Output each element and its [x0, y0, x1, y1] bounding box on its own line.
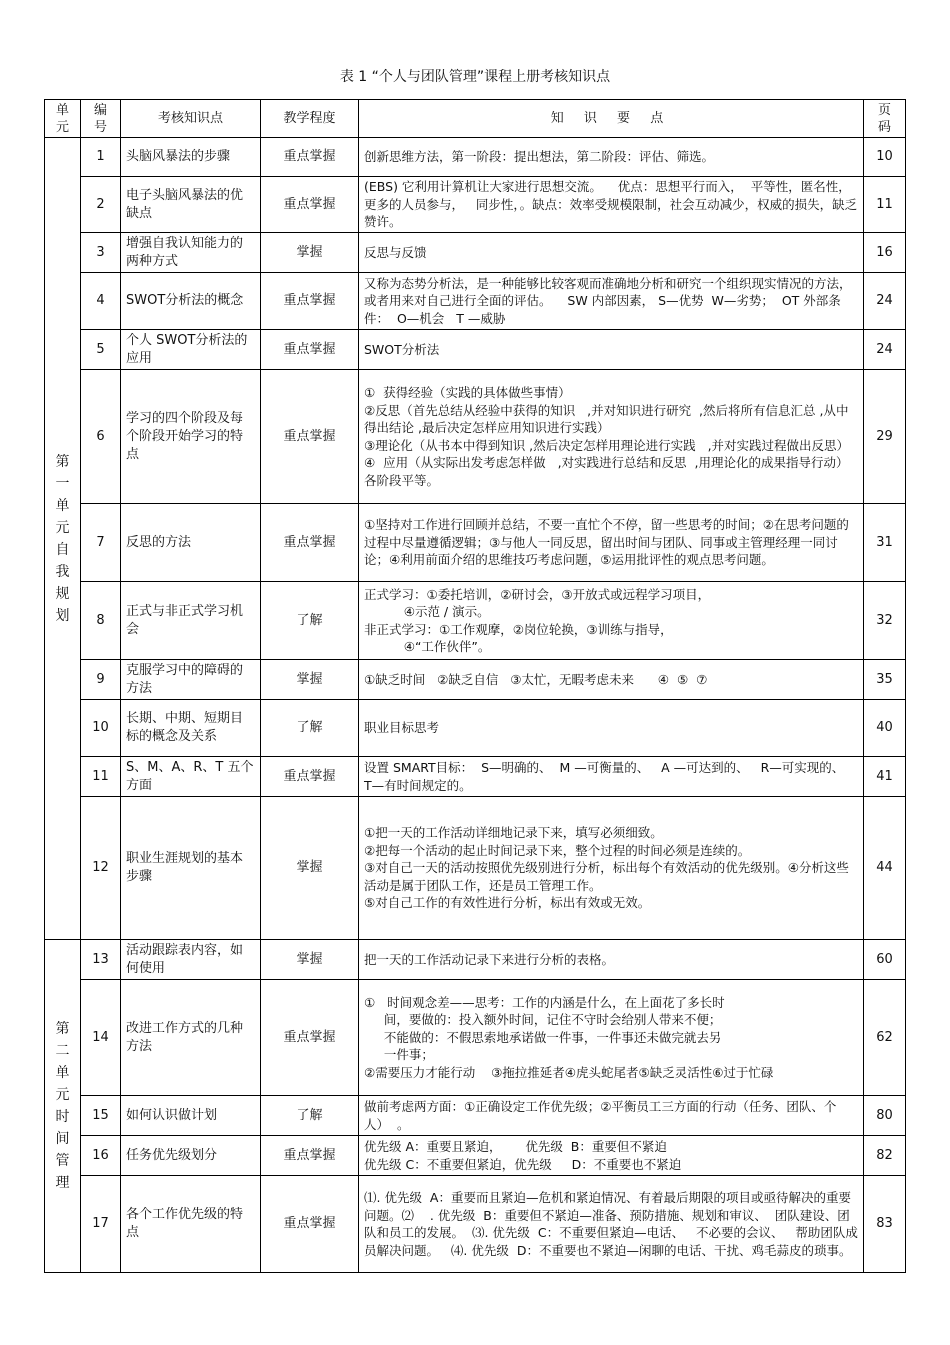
knowledge-detail: [359, 177, 864, 233]
detail-text: ①把一天的工作活动详细地记录下来，填写必须细致。 ②把每一个活动的起止时间记录下来，整个过程的时间必须是连续的。 ③对自己一天的活动按照优先级别进行分析，标出每个有效活动的优先级别。④分析这些活动是属于团队工作，还是员工管理工作。 ⑤对自己工作的有效性进行分析，标出有效或无效。: [364, 825, 849, 911]
teaching-level: 重点掌握: [261, 330, 359, 370]
table-row: [45, 757, 906, 797]
page-number: 60: [864, 940, 906, 980]
page-number: 24: [864, 330, 906, 370]
knowledge-point: S、M、A、R、T 五个方面: [121, 757, 261, 797]
knowledge-point: 职业生涯规划的基本步骤: [121, 797, 261, 940]
row-number: 10: [81, 700, 121, 757]
unit-cell: [45, 138, 81, 940]
knowledge-detail: [359, 1136, 864, 1176]
knowledge-point: 长期、中期、短期目标的概念及关系: [121, 700, 261, 757]
teaching-level: 重点掌握: [261, 504, 359, 582]
detail-text: 创新思维方法，第一阶段：提出想法，第二阶段：评估、筛选。: [364, 149, 715, 165]
knowledge-point: 任务优先级划分: [121, 1136, 261, 1176]
table-row: [45, 504, 906, 582]
page-number: 35: [864, 660, 906, 700]
header-level: 教学程度: [261, 100, 359, 138]
teaching-level: 重点掌握: [261, 273, 359, 330]
table-row: [45, 1176, 906, 1273]
knowledge-detail: [359, 504, 864, 582]
detail-text: SWOT分析法: [364, 341, 440, 357]
row-number: 13: [81, 940, 121, 980]
row-number: 9: [81, 660, 121, 700]
header-point: 考核知识点: [121, 100, 261, 138]
row-number: 6: [81, 370, 121, 504]
page-number: 16: [864, 233, 906, 273]
knowledge-point: SWOT分析法的概念: [121, 273, 261, 330]
row-number: 8: [81, 582, 121, 660]
table-row: [45, 1136, 906, 1176]
knowledge-table: [44, 99, 906, 1273]
detail-text: ⑴. 优先级 A：重要而且紧迫—危机和紧迫情况、有着最后期限的项目或亟待解决的重要问题。⑵ . 优先级 B：重要但不紧迫—准备、预防措施、规划和审议、 团队建设、团队和员工的发展。 ⑶. 优先级 C：不重要但紧迫—电话、 不必要的会议、 帮助团队成员解决问题。 ⑷. 优先级 D：不重要也不紧迫—闲聊的电话、干扰、鸡毛蒜皮的琐事。: [364, 1190, 858, 1258]
teaching-level: 掌握: [261, 660, 359, 700]
knowledge-detail: [359, 940, 864, 980]
header-detail: 知 识 要 点: [359, 100, 864, 138]
unit-cell: [45, 940, 81, 1273]
knowledge-detail: [359, 700, 864, 757]
knowledge-point: 活动跟踪表内容，如何使用: [121, 940, 261, 980]
row-number: 14: [81, 980, 121, 1096]
table-row: [45, 980, 906, 1096]
row-number: 2: [81, 177, 121, 233]
knowledge-detail: [359, 138, 864, 177]
page-number: 10: [864, 138, 906, 177]
knowledge-detail: [359, 797, 864, 940]
teaching-level: 掌握: [261, 233, 359, 273]
row-number: 5: [81, 330, 121, 370]
knowledge-point: 学习的四个阶段及每个阶段开始学习的特点: [121, 370, 261, 504]
detail-text: ① 获得经验（实践的具体做些事情） ②反思（首先总结从经验中获得的知识 ,并对知识进行研究 ,然后将所有信息汇总 ,从中得出结论 ,最后决定怎样应用知识进行实践） ③理论化（从书本中得到知识 ,然后决定怎样用理论进行实践 ,并对实践过程做出反思） ④ 应用（从实际出发考虑怎样做 ,对实践进行总结和反思 ,用理论化的成果指导行动） 各阶段平等。: [364, 385, 850, 488]
unit-label: 第二单元时间管理: [55, 1021, 70, 1191]
detail-text: 反思与反馈: [364, 244, 427, 260]
page-number: 82: [864, 1136, 906, 1176]
teaching-level: 了解: [261, 582, 359, 660]
header-row: [45, 100, 906, 138]
row-number: 4: [81, 273, 121, 330]
table-row: [45, 370, 906, 504]
row-number: 17: [81, 1176, 121, 1273]
knowledge-point: 反思的方法: [121, 504, 261, 582]
knowledge-point: 头脑风暴法的步骤: [121, 138, 261, 177]
knowledge-point: 改进工作方式的几种方法: [121, 980, 261, 1096]
knowledge-detail: [359, 233, 864, 273]
knowledge-point: 正式与非正式学习机会: [121, 582, 261, 660]
teaching-level: 重点掌握: [261, 757, 359, 797]
detail-text: 做前考虑两方面：①正确设定工作优先级；②平衡员工三方面的行动（任务、团队、个人） 。: [364, 1099, 837, 1132]
table-row: [45, 330, 906, 370]
table-row: [45, 177, 906, 233]
detail-text: 优先级 A：重要且紧迫， 优先级 B：重要但不紧迫 优先级 C：不重要但紧迫，优先级 D：不重要也不紧迫: [364, 1139, 682, 1172]
teaching-level: 掌握: [261, 797, 359, 940]
page-number: 62: [864, 980, 906, 1096]
detail-text: 正式学习：①委托培训，②研讨会，③开放式或远程学习项目， ④示范 / 演示。 非正式学习：①工作观摩，②岗位轮换，③训练与指导， ④“工作伙伴”。: [364, 586, 711, 654]
page-number: 44: [864, 797, 906, 940]
page-number: 29: [864, 370, 906, 504]
teaching-level: 重点掌握: [261, 1176, 359, 1273]
knowledge-detail: [359, 273, 864, 330]
knowledge-detail: [359, 330, 864, 370]
table-row: [45, 940, 906, 980]
page-number: 31: [864, 504, 906, 582]
table-row: [45, 233, 906, 273]
page-number: 83: [864, 1176, 906, 1273]
knowledge-detail: [359, 1176, 864, 1273]
detail-text: ①坚持对工作进行回顾并总结，不要一直忙个不停，留一些思考的时间；②在思考问题的过程中尽量遵循逻辑；③与他人一同反思，留出时间与团队、同事或主管理经理一同讨论；④利用前面介绍的思维技巧考虑问题，⑤运用批评性的观点思考问题。: [364, 517, 849, 568]
row-number: 7: [81, 504, 121, 582]
knowledge-point: 克服学习中的障碍的方法: [121, 660, 261, 700]
page-number: 24: [864, 273, 906, 330]
page-number: 11: [864, 177, 906, 233]
row-number: 12: [81, 797, 121, 940]
page-number: 80: [864, 1096, 906, 1136]
knowledge-detail: [359, 660, 864, 700]
knowledge-detail: [359, 757, 864, 797]
detail-text: 把一天的工作活动记录下来进行分析的表格。: [364, 951, 615, 967]
table-row: [45, 273, 906, 330]
table-row: [45, 1096, 906, 1136]
knowledge-detail: [359, 1096, 864, 1136]
detail-text: 设置 SMART目标： S—明确的、 M —可衡量的、 A —可达到的、 R—可实现的、 T—有时间规定的。: [364, 760, 853, 793]
page-number: 40: [864, 700, 906, 757]
row-number: 11: [81, 757, 121, 797]
detail-text: (EBS) 它利用计算机让大家进行思想交流。 优点：思想平行而入， 平等性，匿名性， 更多的人员参与， 同步性，。缺点：效率受规模限制，社会互动减少，权威的损失，缺乏赞许。: [364, 179, 859, 230]
detail-text: 又称为态势分析法，是一种能够比较客观而准确地分析和研究一个组织现实情况的方法，或者用来对自己进行全面的评估。 SW 内部因素， S—优势 W—劣势； OT 外部条件： O—机会 T —威胁: [364, 275, 852, 326]
table-row: [45, 582, 906, 660]
teaching-level: 了解: [261, 700, 359, 757]
row-number: 3: [81, 233, 121, 273]
table-row: [45, 660, 906, 700]
header-page: 页码: [864, 100, 906, 138]
header-unit: 单元: [45, 100, 81, 138]
page-number: 32: [864, 582, 906, 660]
knowledge-point: 电子头脑风暴法的优缺点: [121, 177, 261, 233]
knowledge-detail: [359, 980, 864, 1096]
teaching-level: 重点掌握: [261, 1136, 359, 1176]
table-row: [45, 700, 906, 757]
knowledge-point: 增强自我认知能力的两种方式: [121, 233, 261, 273]
knowledge-point: 各个工作优先级的特点: [121, 1176, 261, 1273]
row-number: 1: [81, 138, 121, 177]
row-number: 16: [81, 1136, 121, 1176]
page-number: 41: [864, 757, 906, 797]
table-title: 表 1 “个人与团队管理”课程上册考核知识点: [339, 69, 611, 85]
knowledge-detail: [359, 370, 864, 504]
header-num: 编号: [81, 100, 121, 138]
table-row: [45, 138, 906, 177]
teaching-level: 重点掌握: [261, 980, 359, 1096]
detail-text: ①缺乏时间 ②缺乏自信 ③太忙，无暇考虑未来 ④ ⑤ ⑦: [364, 671, 708, 687]
unit-label: 第一单元自我规划: [55, 453, 70, 624]
table-row: [45, 797, 906, 940]
detail-text: 职业目标思考: [364, 720, 440, 736]
knowledge-point: 个人 SWOT分析法的应用: [121, 330, 261, 370]
teaching-level: 掌握: [261, 940, 359, 980]
teaching-level: 重点掌握: [261, 177, 359, 233]
row-number: 15: [81, 1096, 121, 1136]
teaching-level: 重点掌握: [261, 370, 359, 504]
teaching-level: 了解: [261, 1096, 359, 1136]
detail-text: ① 时间观念差——思考：工作的内涵是什么，在上面花了多长时 间，要做的：投入额外时间，记住不守时会给别人带来不便； 不能做的：不假思索地承诺做一件事，一件事还未做完就去另 一件事； ②需要压力才能行动 ③拖拉推延者④虎头蛇尾者⑤缺乏灵活性⑥过于忙碌: [364, 994, 774, 1080]
knowledge-point: 如何认识做计划: [121, 1096, 261, 1136]
knowledge-detail: [359, 582, 864, 660]
teaching-level: 重点掌握: [261, 138, 359, 177]
